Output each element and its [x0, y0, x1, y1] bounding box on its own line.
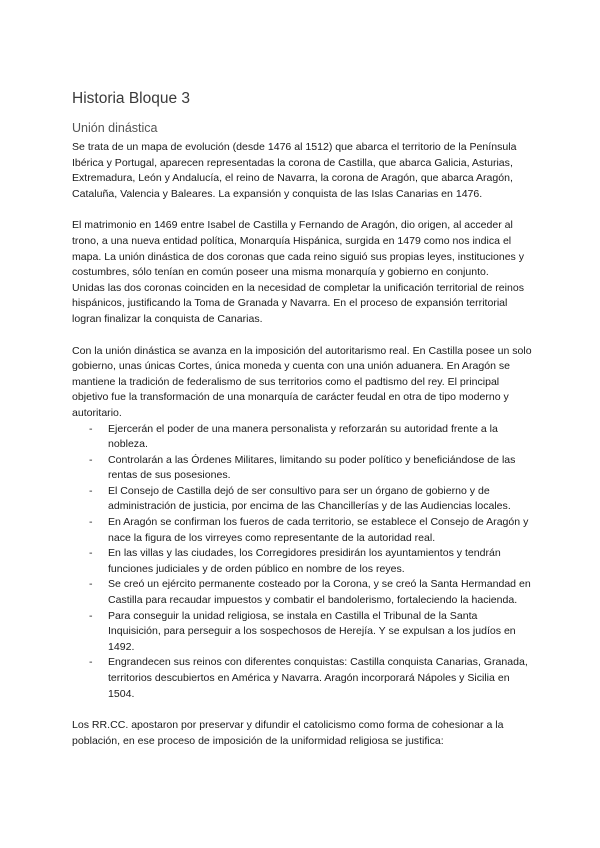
list-item [72, 484, 532, 515]
list-item [72, 453, 532, 484]
paragraph-authoritarianism: Con la unión dinástica se avanza en la imposición del autoritarismo real. En Castilla posee un solo gobierno, unas únicas Cortes, única moneda y cuenta con una unión aduanera. En Aragón se mantiene la tradición de federalismo de sus territorios como el padtismo del rey. El principal objetivo fue la transformación de una monarquía de carácter feudal en otra de tipo moderno y autoritario. [72, 344, 532, 419]
bullet-marker: - [89, 578, 93, 591]
list-item [72, 577, 532, 608]
bullet-marker: - [89, 453, 93, 466]
bullet-marker: - [89, 609, 93, 622]
list-item-text: En Aragón se confirman los fueros de cada territorio, se establece el Consejo de Aragón y nace la figura de los virreyes como representante de la autoridad real. [108, 516, 529, 544]
bullet-marker: - [89, 656, 93, 669]
bullet-marker: - [89, 484, 93, 497]
list-item [72, 422, 532, 453]
bullet-marker: - [89, 547, 93, 560]
paragraph-catholicism: Los RR.CC. apostaron por preservar y difundir el catolicismo como forma de cohesionar a la población, en ese proceso de imposición de la uniformidad religiosa se justifica: [72, 719, 504, 747]
paragraph-marriage: El matrimonio en 1469 entre Isabel de Castilla y Fernando de Aragón, dio origen, al acceder al trono, a una nueva entidad política, Monarquía Hispánica, surgida en 1479 como nos indica el mapa. La unión dinástica de dos coronas que cada reino siguió sus propias leyes, instituciones y costumbres, sólo tenían en común poseer una misma monarquía y gobierno en conjunto. [72, 219, 525, 279]
list-item-text: Se creó un ejército permanente costeado por la Corona, y se creó la Santa Hermandad en Castilla para recaudar impuestos y combatir el bandolerismo, fortaleciendo la hacienda. [108, 578, 531, 607]
bullet-marker: - [89, 516, 93, 529]
list-item [72, 546, 532, 577]
document-body [72, 140, 532, 749]
list-item-text: Ejercerán el poder de una manera personalista y reforzarán su autoridad frente a la nobleza. [108, 422, 498, 451]
document-title: Historia Bloque 3 [72, 90, 191, 107]
list-item [72, 515, 532, 546]
bullet-marker: - [89, 422, 93, 435]
paragraph-map-description: Se trata de un mapa de evolución (desde 1476 al 1512) que abarca el territorio de la Península Ibérica y Portugal, aparecen representadas la corona de Castilla, que abarca Galicia, Asturias, Extremadura, León y Andalucía, el reino de Navarra, la corona de Aragón, que abarca Aragón, Cataluña, Valencia y Baleares. La expansión y conquista de las Islas Canarias en 1476. [72, 141, 517, 200]
list-item [72, 609, 532, 656]
list-item-text: Controlarán a las Órdenes Militares, limitando su poder político y beneficiándose de las rentas de sus posesiones. [108, 453, 516, 482]
list-item-text: En las villas y las ciudades, los Corregidores presidirán los ayuntamientos y tendrán funciones judiciales y de orden público en nombre de los reyes. [108, 547, 501, 575]
list-item [72, 655, 532, 702]
list-item-text: El Consejo de Castilla dejó de ser consultivo para ser un órgano de gobierno y de administración de justicia, por encima de las Chancillerías y de las Audiencias locales. [108, 484, 511, 513]
paragraph-territorial-unification: Unidas las dos coronas coinciden en la necesidad de completar la unificación territorial de reinos hispánicos, justificando la Toma de Granada y Navarra. En el proceso de expansión territorial logran finalizar la conquista de Canarias. [72, 281, 525, 325]
list-item-text: Engrandecen sus reinos con diferentes conquistas: Castilla conquista Canarias, Granada, territorios descubiertos en América y Navarra. Aragón incorporará Nápoles y Sicilia en 1504. [108, 656, 528, 700]
measures-list [72, 422, 532, 703]
section-heading: Unión dinástica [72, 121, 158, 135]
list-item-text: Para conseguir la unidad religiosa, se instala en Castilla el Tribunal de la Santa Inquisición, para perseguir a los sospechosos de Herejía. Y se expulsan a los judíos en 1492. [108, 609, 516, 653]
